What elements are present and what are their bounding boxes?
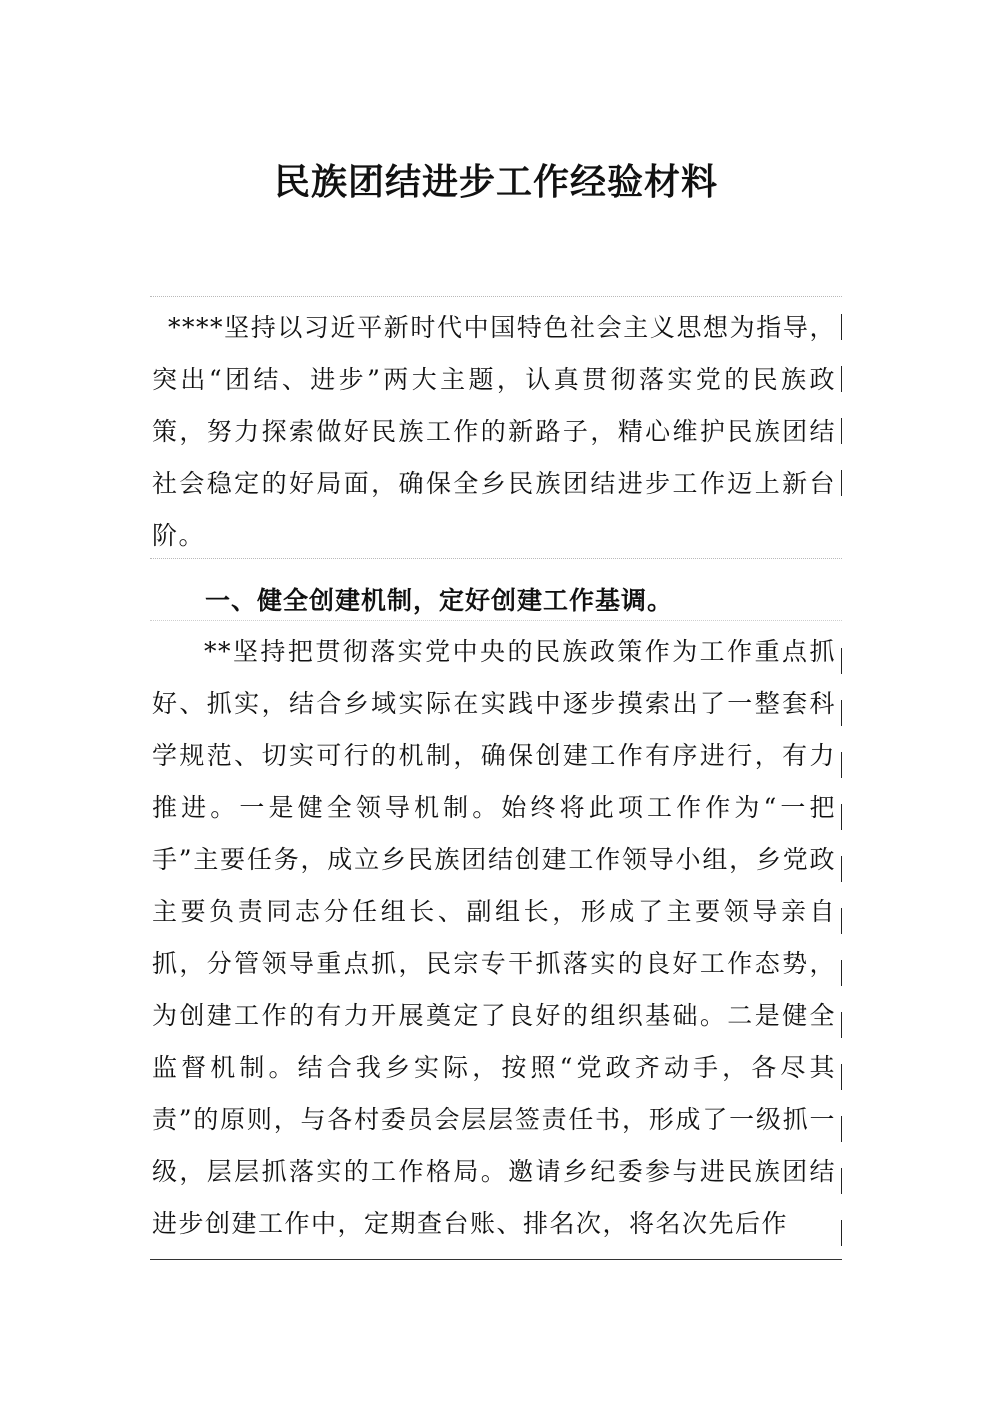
margin-mark bbox=[841, 1064, 842, 1090]
section-heading: 一、健全创建机制，定好创建工作基调。 bbox=[205, 586, 674, 615]
margin-mark bbox=[841, 700, 842, 726]
margin-mark bbox=[841, 648, 842, 674]
margin-mark bbox=[841, 366, 842, 392]
margin-mark bbox=[841, 418, 842, 444]
margin-mark bbox=[841, 960, 842, 986]
margin-mark bbox=[841, 752, 842, 778]
margin-mark bbox=[841, 1012, 842, 1038]
margin-mark bbox=[841, 908, 842, 934]
margin-mark bbox=[841, 1168, 842, 1194]
margin-mark bbox=[841, 1116, 842, 1142]
page-title: 民族团结进步工作经验材料 bbox=[273, 161, 718, 203]
margin-mark bbox=[841, 314, 842, 340]
margin-mark bbox=[841, 856, 842, 882]
margin-mark bbox=[841, 1220, 842, 1246]
margin-mark bbox=[841, 470, 842, 496]
margin-mark bbox=[841, 804, 842, 830]
body-paragraph: **坚持把贯彻落实党中央的民族政策作为工作重点抓好、抓实，结合乡域实际在实践中逐步摸索出了一整套科学规范、切实可行的机制，确保创建工作有序进行，有力推进。一是健全领导机制。始终将此项工作作为“一把手”主要任务，成立乡民族团结创建工作领导小组，乡党政主要负责同志分任组长、副组长，形成了主要领导亲自抓，分管领导重点抓，民宗专干抓落实的良好工作态势，为创建工作的有力开展奠定了良好的组织基础。二是健全监督机制。结合我乡实际，按照“党政齐动手，各尽其责”的原则，与各村委员会层层签责任书，形成了一级抓一级，层层抓落实的工作格局。邀请乡纪委参与进民族团结进步创建工作中，定期查台账、排名次，将名次先后作 bbox=[152, 637, 836, 1238]
intro-paragraph: ****坚持以习近平新时代中国特色社会主义思想为指导，突出“团结、进步”两大主题，认真贯彻落实党的民族政策，努力探索做好民族工作的新路子，精心维护民族团结社会稳定的好局面，确保全乡民族团结进步工作迈上新台阶。 bbox=[152, 313, 836, 550]
